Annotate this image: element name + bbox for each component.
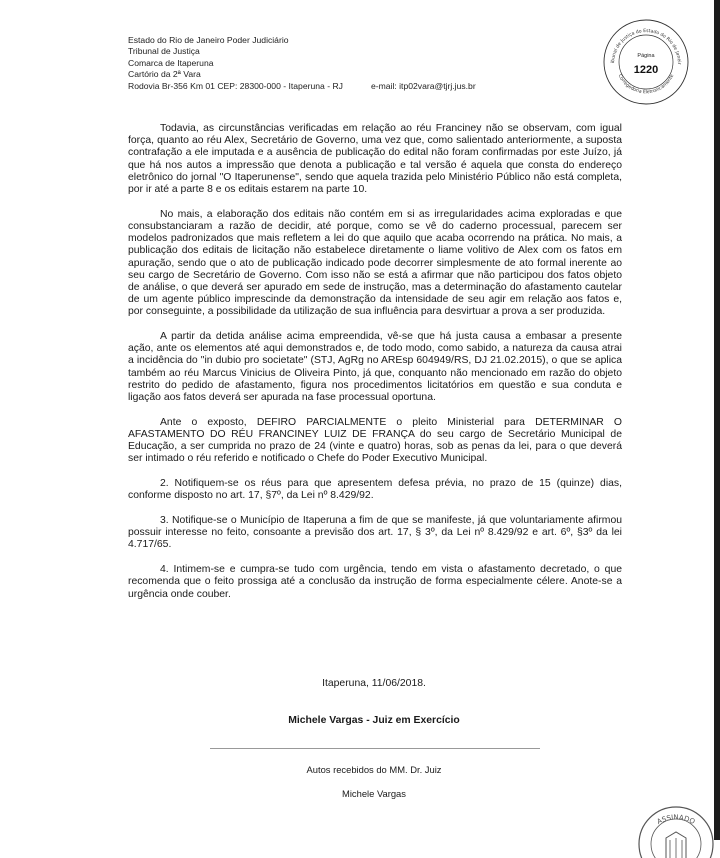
stamp-text: ASSINADO — [655, 813, 697, 827]
header-cartorio-line: Cartório da 2ª Vara — [128, 69, 201, 80]
header-address: Rodovia Br-356 Km 01 CEP: 28300-000 - Itaperuna - RJ — [128, 80, 343, 91]
seal-icon — [602, 18, 690, 106]
paragraph-5: 2. Notifiquem-se os réus para que apresentem defesa prévia, no prazo de 15 (quinze) dias, conforme disposto no art. 17, §7º, da Lei nº 8.429/92. — [128, 478, 622, 502]
judge-signature: Michele Vargas - Juiz em Exercício — [288, 715, 460, 726]
paragraph-4: Ante o exposto, DEFIRO PARCIALMENTE o pleito Ministerial para DETERMINAR O AFASTAMENTO DO RÉU FRANCINEY LUIZ DE FRANÇA do seu cargo de Secretário Municipal de Educação, a ser cumprida no prazo de 24 (vinte e quatro) horas, sob as penas da lei, para o que deverá ser intimado o réu referido e notificado o Chefe do Poder Executivo Municipal. — [128, 416, 622, 465]
dateline: Itaperuna, 11/06/2018. — [322, 678, 426, 689]
seal-page-label: Página — [637, 53, 655, 59]
signature-stamp — [636, 798, 716, 858]
received-name: Michele Vargas — [342, 788, 406, 799]
seal-page-number: 1220 — [633, 64, 659, 76]
seal-ring-bottom: Corregedoria Eletronicamente — [616, 73, 676, 96]
header-tribunal-line: Tribunal de Justiça — [128, 46, 200, 57]
court-page-seal — [602, 18, 690, 106]
signature-divider — [210, 748, 540, 749]
paragraph-2: No mais, a elaboração dos editais não contém em si as irregularidades acima exploradas e que consubstanciaram a razão de decidir, até porque, como se vê do caderno processual, parecem ser modelos padronizados que mais refletem a lei do que aquilo que acaba ocorrendo na prática. No mais, a publicação dos editais de licitação não estabelece diretamente o liame volitivo de Alex com os fatos em apuração, sendo que o ato de publicação indicado pode decorrer simplesmente de ato formal inerente ao seu cargo de Secretário de Governo. Com isso não se está a afirmar que não participou dos fatos objeto de análise, o que deverá ser apurado em sede de instrução, mas a determinação do afastamento cautelar de um agente público imprescinde da demonstração da intensidade de seu agir em relação aos fatos e, por conseguinte, a possibilidade da utilização de sua influência para desvirtuar a prova a ser produzida. — [128, 208, 622, 318]
received-line: Autos recebidos do MM. Dr. Juiz — [306, 764, 442, 775]
seal-ring-top: ibunal de Justiça do Estado do Rio de Janeir — [611, 28, 682, 65]
header-address-line — [128, 81, 476, 92]
paragraph-3: A partir da detida análise acima empreendida, vê-se que há justa causa a embasar a presente ação, ante os elementos até aqui demonstrados e, de todo modo, como sabido, a natureza da causa atrai a incidência do "in dubio pro societate" (STJ, AgRg no AREsp 604949/RS, DJ 21.02.2015), o que se aplica também ao réu Marcus Vinicius de Oliveira Pinto, já que, conquanto não mencionado em razão do objeto restrito do pedido de afastamento, figura nos procedimentos licitatórios em questão e sua conduta e ligação aos fatos deverá ser apurada na fase processual oportuna. — [128, 331, 622, 404]
paragraph-7: 4. Intimem-se e cumpra-se tudo com urgência, tendo em vista o afastamento decretado, o que recomenda que o feito prossiga até a conclusão da instrução de forma especialmente célere. Anote-se a urgência onde couber. — [128, 564, 622, 600]
header-state-line: Estado do Rio de Janeiro Poder Judiciário — [128, 35, 289, 45]
paragraph-1: Todavia, as circunstâncias verificadas em relação ao réu Franciney não se observam, com igual força, quanto ao réu Alex, Secretário de Governo, uma vez que, como salientado anteriormente, a suposta contrafação a ele imputada e a ausência de publicação do edital não foram confirmadas por este Juízo, já que há nos autos a impressão que denota a publicação e tal versão é aquela que consta do endereço eletrônico do jornal "O Itaperunense", sendo que aquela trazida pelo Ministério Público não está completa, por ir até a parte 8 e os editais estarem na parte 10. — [128, 123, 622, 196]
stamp-icon — [636, 798, 716, 858]
court-header — [128, 35, 476, 92]
header-email: e-mail: itp02vara@tjrj.jus.br — [370, 80, 476, 91]
decision-body — [128, 123, 622, 613]
page-edge-shadow — [714, 0, 720, 840]
header-comarca-line: Comarca de Itaperuna — [128, 57, 214, 68]
paragraph-6: 3. Notifique-se o Município de Itaperuna a fim de que se manifeste, já que voluntariamente afirmou possuir interesse no feito, consoante a previsão dos art. 17, § 3º, da Lei nº 8.429/92 e art. 6º, §3º da lei 4.717/65. — [128, 514, 622, 551]
